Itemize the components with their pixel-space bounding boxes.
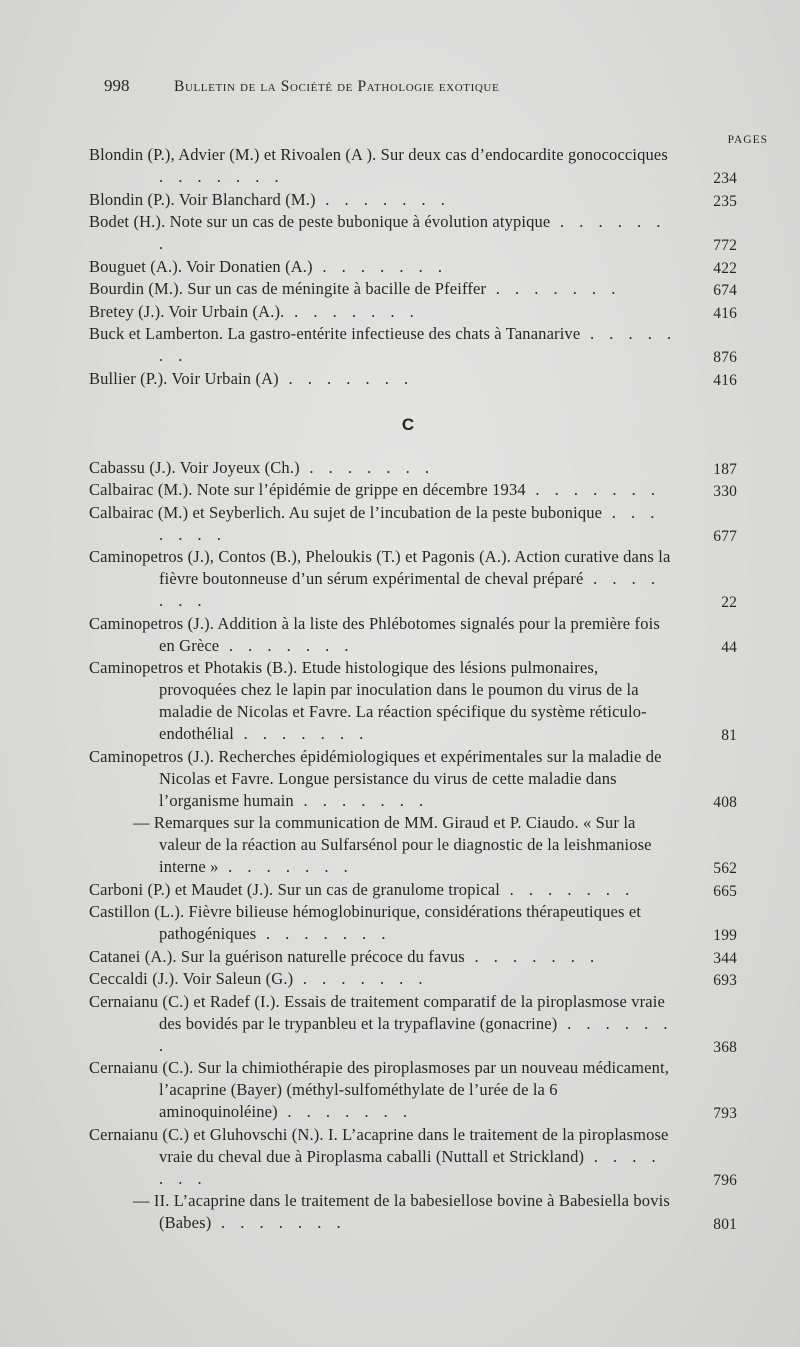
entry-page-number: 330 <box>713 483 737 500</box>
entry-page-number: 793 <box>713 1105 737 1122</box>
dot-leader: . . . . . . . <box>312 256 448 276</box>
dot-leader: . . . . . . . <box>159 212 666 253</box>
entry-page-number: 368 <box>713 1038 737 1056</box>
entry-page-number: 235 <box>713 192 737 210</box>
entry-page-number: 677 <box>713 527 737 545</box>
dot-leader: . . . . . . . <box>293 790 429 810</box>
index-entry <box>89 301 739 323</box>
entry-text: — Remarques sur la communication de MM. Giraud et P. Ciaudo. « Sur la valeur de la réaction au Sulfarsénol pour le diagnostic de la leishmaniose interne » <box>133 813 652 876</box>
pages-column-label: PAGES <box>727 134 768 146</box>
index-entry <box>89 901 739 945</box>
dot-leader: . . . . . . . <box>218 857 354 876</box>
index-entry <box>89 613 739 657</box>
index-entry <box>89 1057 739 1123</box>
entry-page-number: 422 <box>713 259 737 277</box>
index-entry <box>89 968 739 990</box>
index-entry <box>89 1124 739 1190</box>
entry-text: Caminopetros et Photakis (B.). Etude histologique des lésions pulmonaires, provoquées chez le lapin par inoculation dans le poumon du virus de la maladie de Nicolas et Favre. La réaction spécifique du système réticulo-endothélial <box>89 658 647 743</box>
entry-text: Calbairac (M.). Note sur l’épidémie de grippe en décembre 1934 <box>89 480 526 499</box>
index-entry <box>89 946 739 968</box>
entry-text: Bourdin (M.). Sur un cas de méningite à bacille de Pfeiffer <box>89 279 487 298</box>
dot-leader: . . . . . . . <box>284 301 420 321</box>
entry-text: Cabassu (J.). Voir Joyeux (Ch.) <box>89 457 300 477</box>
page-header <box>104 76 664 104</box>
index-entry <box>89 657 739 745</box>
entry-page-number: 199 <box>713 927 737 944</box>
entry-page-number: 876 <box>713 349 737 366</box>
entry-page-number: 562 <box>713 860 737 877</box>
dot-leader: . . . . . . . <box>219 635 355 655</box>
entry-page-number: 81 <box>721 727 737 744</box>
entry-page-number: 772 <box>713 237 737 254</box>
entry-text: — II. L’acaprine dans le traitement de la babesiellose bovine à Babesiella bovis (Babes) <box>133 1191 670 1232</box>
entry-page-number: 801 <box>713 1216 737 1233</box>
entry-page-number: 674 <box>713 282 737 299</box>
dot-leader: . . . . . . . <box>159 502 660 544</box>
entry-text: Catanei (A.). Sur la guérison naturelle précoce du favus <box>89 946 465 966</box>
dot-leader: . . . . . . . <box>159 1013 673 1055</box>
entry-page-number: 22 <box>721 594 737 611</box>
entry-text: Cernaianu (C.) et Gluhovschi (N.). I. L’acaprine dans le traitement de la piroplasmose vraie du cheval due à Piroplasma caballi (Nuttall et Strickland) <box>89 1124 669 1166</box>
entry-page-number: 408 <box>713 793 737 811</box>
dot-leader: . . . . . . . <box>233 724 369 743</box>
entry-text: Blondin (P.), Advier (M.) et Rivoalen (A ). Sur deux cas d’endocardite gonococciques <box>89 145 668 164</box>
index-entry <box>89 746 739 812</box>
entry-text: Cernaianu (C.) et Radef (I.). Essais de traitement comparatif de la piroplasmose vraie des bovidés par le trypanbleu et la trypaflavine (gonacrine) <box>89 991 665 1033</box>
index-entry <box>89 144 739 188</box>
dot-leader: . . . . . . . <box>278 368 414 388</box>
dot-leader: . . . . . . . <box>277 1102 413 1121</box>
entry-page-number: 187 <box>713 460 737 478</box>
dot-leader: . . . . . . . <box>500 879 635 899</box>
entry-text: Bouguet (A.). Voir Donatien (A.) <box>89 256 313 276</box>
entry-page-number: 693 <box>713 972 737 989</box>
dot-leader: . . . . . . . <box>486 279 621 298</box>
author-index <box>89 144 739 1235</box>
entry-page-number: 44 <box>721 638 737 656</box>
running-title: Bulletin de la Société de Pathologie exotique <box>174 78 500 95</box>
index-entry <box>89 1190 739 1234</box>
dot-leader: . . . . . . . <box>293 969 429 988</box>
entry-page-number: 665 <box>713 882 737 900</box>
entry-text: Calbairac (M.) et Seyberlich. Au sujet de l’incubation de la peste bubonique <box>89 502 603 522</box>
dot-leader: . . . . . . . <box>211 1213 347 1232</box>
index-entry <box>89 189 739 211</box>
entry-page-number: 416 <box>713 371 737 389</box>
index-entry <box>89 278 739 300</box>
entry-page-number: 416 <box>713 304 737 322</box>
dot-leader: . . . . . . . <box>256 924 392 943</box>
dot-leader: . . . . . . . <box>315 189 451 209</box>
index-entry <box>89 323 739 367</box>
index-entry <box>89 879 739 901</box>
entry-text: Bretey (J.). Voir Urbain (A.). <box>89 301 285 321</box>
index-entry <box>89 546 739 612</box>
dot-leader: . . . . . . . <box>159 1146 662 1188</box>
index-entry <box>89 256 739 278</box>
index-entry <box>89 812 739 878</box>
dot-leader: . . . . . . . <box>525 480 661 499</box>
dot-leader: . . . . . . . <box>159 569 661 610</box>
dot-leader: . . . . . . . <box>159 324 677 365</box>
section-letter: C <box>401 414 415 434</box>
index-entry <box>89 211 739 255</box>
entry-text: Blondin (P.). Voir Blanchard (M.) <box>89 189 316 209</box>
entry-text: Carboni (P.) et Maudet (J.). Sur un cas de granulome tropical <box>89 879 501 899</box>
entry-text: Buck et Lamberton. La gastro-entérite infectieuse des chats à Tananarive <box>89 324 581 343</box>
entry-text: Caminopetros (J.). Recherches épidémiologiques et expérimentales sur la maladie de Nicolas et Favre. Longue persistance du virus de cette maladie dans l’organisme humain <box>89 746 662 810</box>
entry-page-number: 796 <box>713 1171 737 1189</box>
dot-leader: . . . . . . . <box>299 457 435 477</box>
entry-text: Bodet (H.). Note sur un cas de peste bubonique à évolution atypique <box>89 212 551 231</box>
page-number: 998 <box>104 76 130 95</box>
entry-page-number: 234 <box>713 170 737 187</box>
entry-text: Castillon (L.). Fièvre bilieuse hémoglobinurique, considérations thérapeutiques et pathogéniques <box>89 902 642 943</box>
entry-text: Cernaianu (C.). Sur la chimiothérapie des piroplasmoses par un nouveau médicament, l’acaprine (Bayer) (méthyl-sulfométhylate de l’urée de la 6 aminoquinoléine) <box>89 1058 670 1121</box>
entry-text: Caminopetros (J.). Addition à la liste des Phlébotomes signalés pour la première fois en Grèce <box>89 613 660 655</box>
index-entry <box>89 368 739 390</box>
entry-text: Caminopetros (J.), Contos (B.), Pheloukis (T.) et Pagonis (A.). Action curative dans la fièvre boutonneuse d’un sérum expérimental de cheval préparé <box>89 547 671 588</box>
index-entry <box>89 502 739 546</box>
dot-leader: . . . . . . . <box>159 167 285 186</box>
section-b-list <box>89 144 739 390</box>
index-entry <box>89 479 739 501</box>
dot-leader: . . . . . . . <box>464 946 600 966</box>
entry-page-number: 344 <box>713 949 737 967</box>
entry-text: Ceccaldi (J.). Voir Saleun (G.) <box>89 969 294 988</box>
index-entry <box>89 457 739 479</box>
entry-text: Bullier (P.). Voir Urbain (A) <box>89 368 279 388</box>
index-entry <box>89 991 739 1057</box>
section-c-list <box>89 457 739 1235</box>
